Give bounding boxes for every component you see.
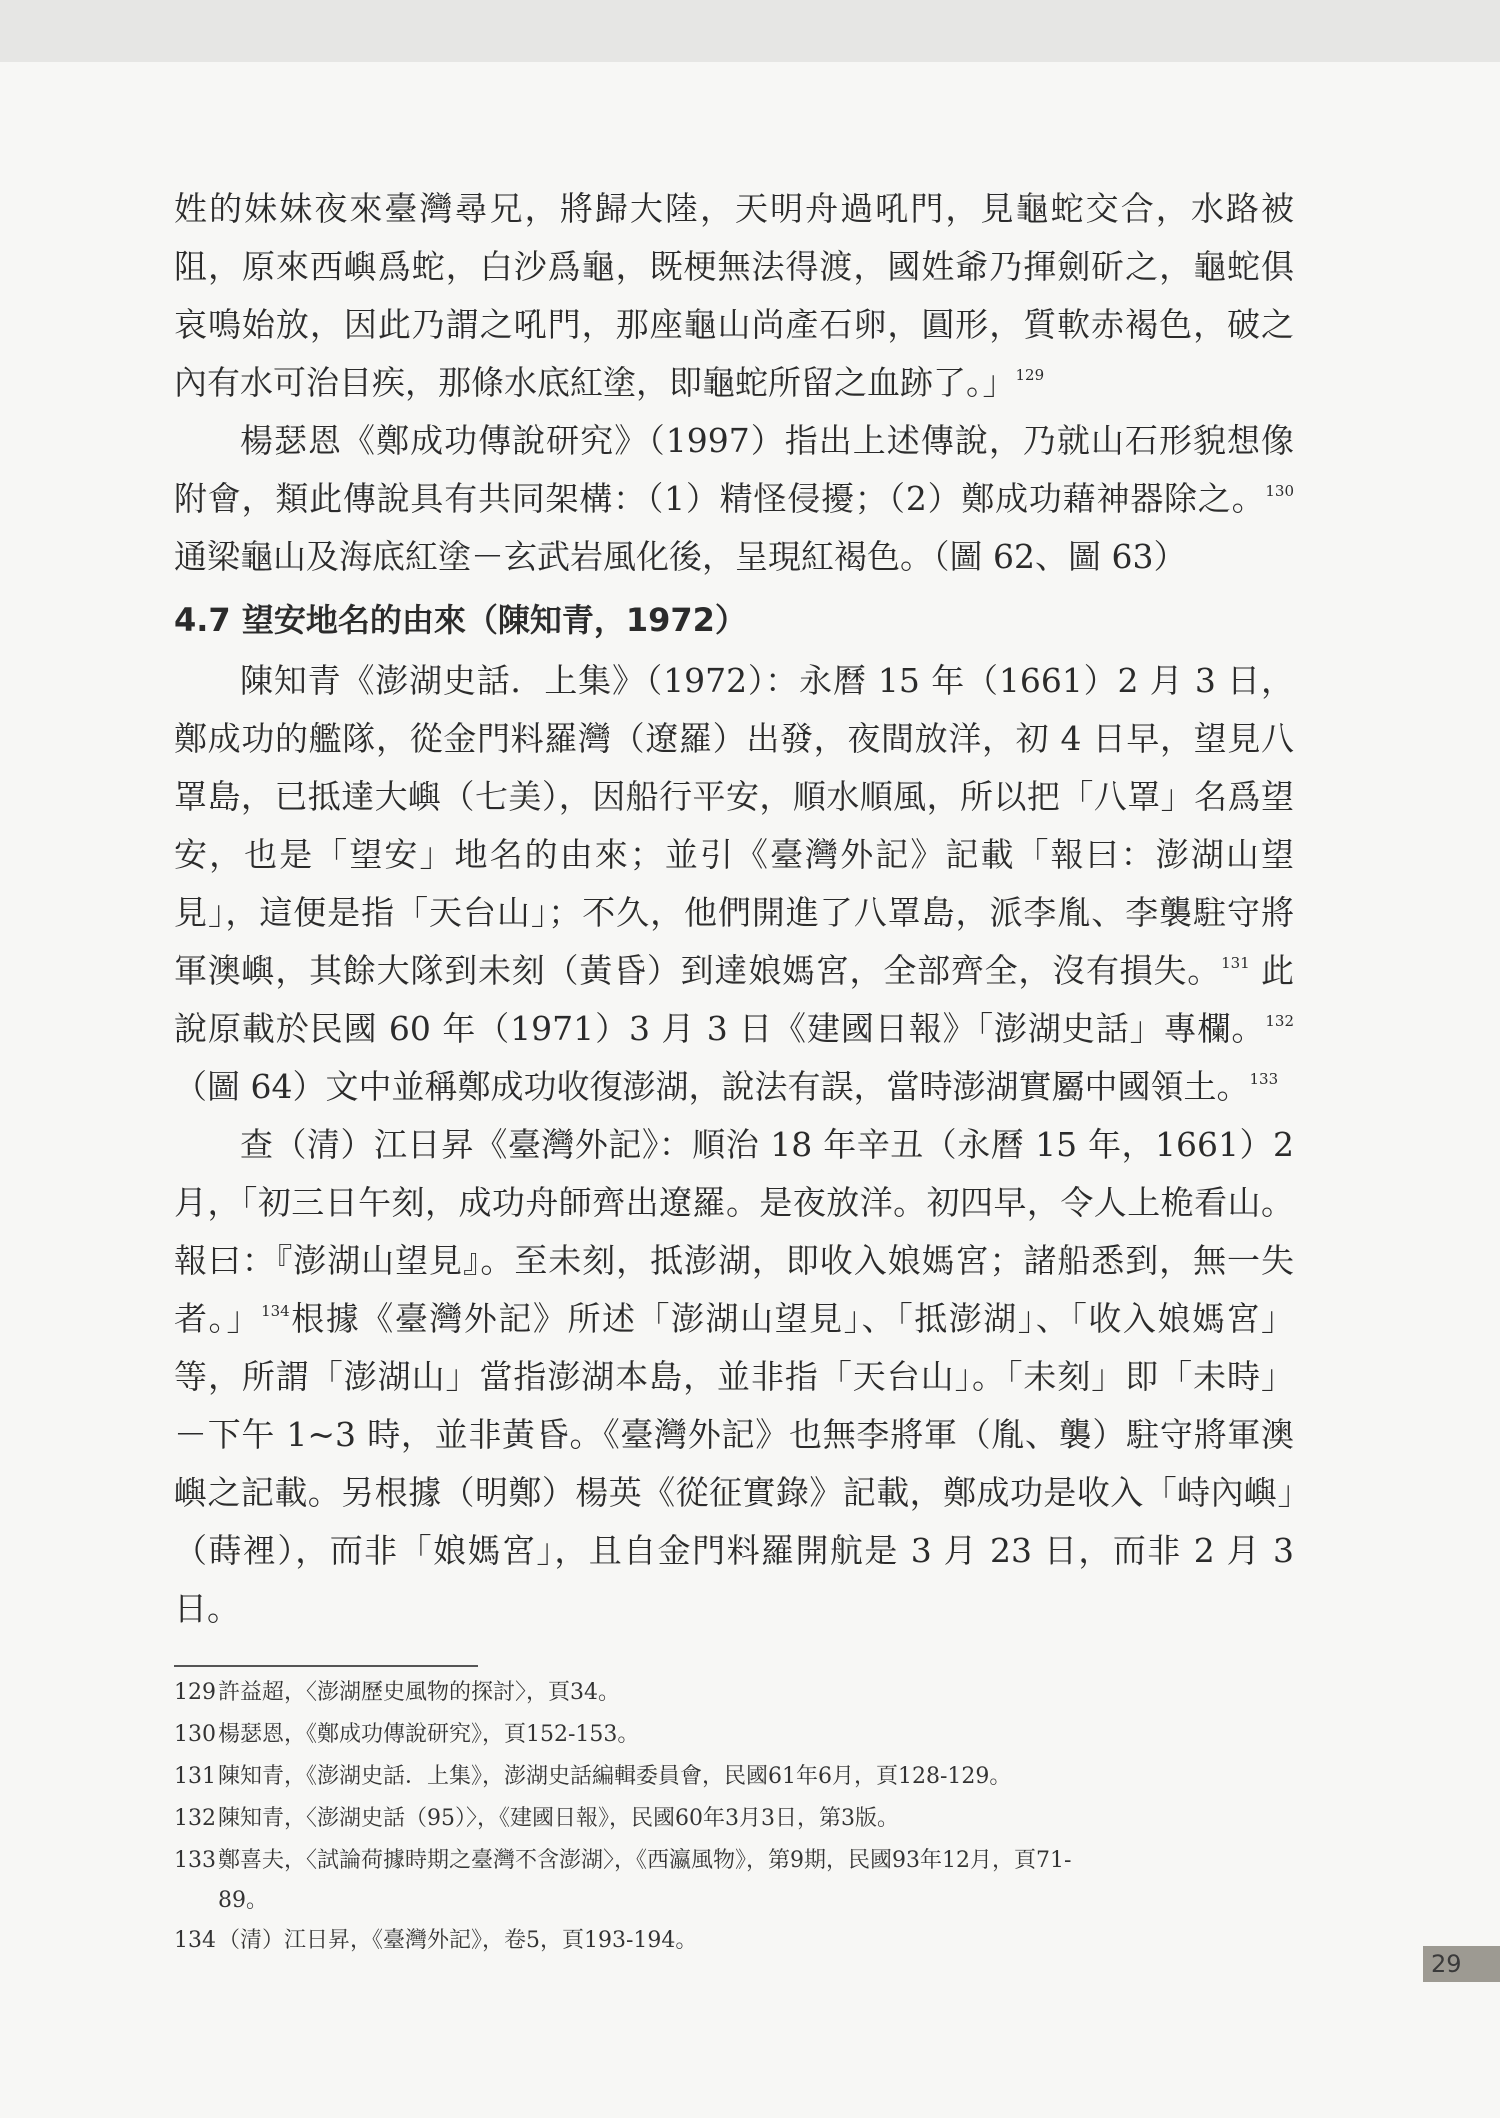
footnote-133: 133鄭喜夫，〈試論荷據時期之臺灣不含澎湖〉，《西瀛風物》，第9期，民國93年12月，頁71- 89。 <box>174 1848 1072 1913</box>
footnote-ref-131: 131 <box>1221 954 1250 972</box>
footnote-divider <box>174 1665 478 1667</box>
footnote-129: 129許益超，〈澎湖歷史風物的探討〉，頁34。 <box>174 1680 620 1705</box>
paragraph-4: 查（清）江日昇《臺灣外記》：順治 18 年辛丑（永曆 15 年，1661）2 月，「初三日午刻，成功舟師齊出遼羅。是夜放洋。初四早，令人上桅看山。報曰：『澎湖山望見』。至未刻，抵澎湖，即收入娘媽宮；諸船悉到，無一失者。」$^{134}$根據《臺灣外記》所述「澎湖山望見」、「抵澎湖」、「收入娘媽宮」等，所謂「澎湖山」當指澎湖本島，並非指「天台山」。「未刻」即「未時」－下午 1~3 時，並非黃昏。《臺灣外記》也無李將軍（胤、襲）駐守將軍澳嶼之記載。另根據（明鄭）楊英《從征實錄》記載，鄭成功是收入「峙內嶼」（蒔裡），而非「娘媽宮」，且自金門料羅開航是 3 月 23 日，而非 2 月 3 日。 <box>174 1125 1295 1628</box>
paragraph-2: 楊瑟恩《鄭成功傳說研究》（1997）指出上述傳說，乃就山石形貌想像附會，類此傳說具有共同架構：（1）精怪侵擾；（2）鄭成功藉神器除之。$^{130}$通梁龜山及海底紅塗－玄武岩風化後，呈現紅褐色。（圖 62、圖 63） <box>174 421 1294 576</box>
footnote-134: 134（清）江日昇，《臺灣外記》，卷5，頁193-194。 <box>174 1928 698 1953</box>
scan-top-band <box>0 0 1500 62</box>
footnote-ref-132: 132 <box>1265 1012 1294 1030</box>
paragraph-1: 姓的妹妹夜來臺灣尋兄，將歸大陸，天明舟過吼門，見龜蛇交合，水路被阻，原來西嶼爲蛇，白沙爲龜，既梗無法得渡，國姓爺乃揮劍斫之，龜蛇俱哀鳴始放，因此乃謂之吼門，那座龜山尚產石卵，圓形，質軟赤褐色，破之內有水可治目疾，那條水底紅塗，即龜蛇所留之血跡了。」$^{129}$ <box>174 189 1294 402</box>
footnote-ref-134: 134 <box>261 1302 290 1320</box>
footnote-ref-129: 129 <box>1015 366 1045 384</box>
main-text <box>174 180 1294 1638</box>
page-number: 29 <box>1423 1946 1500 1982</box>
paragraph-3: 陳知青《澎湖史話．上集》（1972）：永曆 15 年（1661）2 月 3 日，鄭成功的艦隊，從金門料羅灣（遼羅）出發，夜間放洋，初 4 日早，望見八罩島，已抵達大嶼（七美），因船行平安，順水順風，所以把「八罩」名爲望安，也是「望安」地名的由來；並引《臺灣外記》記載「報曰：澎湖山望見」，這便是指「天台山」；不久，他們開進了八罩島，派李胤、李襲駐守將軍澳嶼，其餘大隊到未刻（黃昏）到達娘媽宮，全部齊全，沒有損失。$^{131}$ 此說原載於民國 60 年（1971）3 月 3 日《建國日報》「澎湖史話」專欄。$^{132}$（圖 64）文中並稱鄭成功收復澎湖，說法有誤，當時澎湖實屬中國領土。$^{133}$ <box>174 661 1295 1106</box>
section-heading: 4.7 望安地名的由來（陳知青，1972） <box>174 601 747 639</box>
footnote-132: 132陳知青，〈澎湖史話（95）〉，《建國日報》，民國60年3月3日，第3版。 <box>174 1806 899 1831</box>
footnote-130: 130楊瑟恩，《鄭成功傳說研究》，頁152-153。 <box>174 1722 640 1747</box>
footnotes <box>174 1672 1294 1962</box>
footnote-131: 131陳知青，《澎湖史話．上集》，澎湖史話編輯委員會，民國61年6月，頁128-129。 <box>174 1764 1012 1789</box>
footnote-ref-130: 130 <box>1265 482 1294 500</box>
footnote-ref-133: 133 <box>1249 1070 1279 1088</box>
